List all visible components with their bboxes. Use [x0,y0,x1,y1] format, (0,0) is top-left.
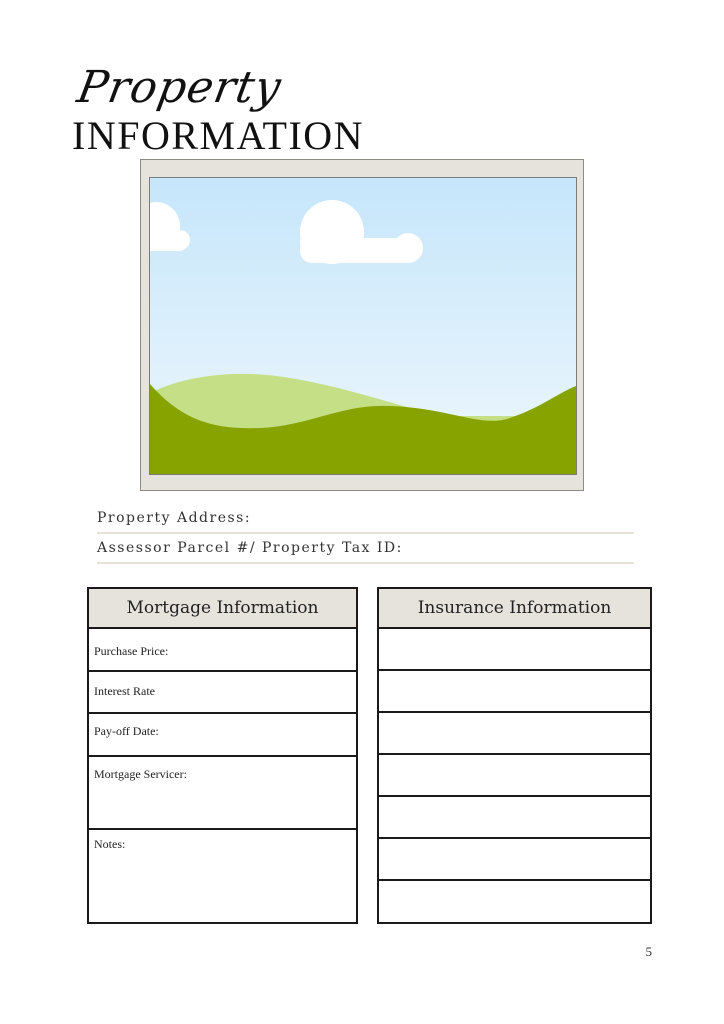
notes-row[interactable]: Notes: [94,837,126,851]
insurance-row-6[interactable] [379,839,650,881]
purchase-price-row[interactable]: Purchase Price: [89,629,356,672]
photo-frame [140,159,584,491]
page-number: 5 [645,944,652,959]
property-address-field[interactable]: Property Address: [97,510,634,534]
insurance-row-4[interactable] [379,755,650,797]
landscape-illustration [150,178,576,474]
insurance-row-1[interactable] [379,629,650,671]
script-title: Property [73,62,286,113]
mortgage-information-table [87,587,358,924]
insurance-row-3[interactable] [379,713,650,755]
insurance-row-7[interactable] [379,881,650,922]
insurance-information-table [377,587,652,924]
interest-rate-row[interactable]: Interest Rate [89,672,356,714]
mortgage-servicer-row[interactable]: Mortgage Servicer: [89,757,356,830]
insurance-row-5[interactable] [379,797,650,839]
landscape-image-placeholder[interactable] [149,177,577,475]
page-title: INFORMATION [72,113,365,158]
payoff-date-row[interactable]: Pay-off Date: [89,714,356,757]
parcel-id-field[interactable]: Assessor Parcel #/ Property Tax ID: [97,540,634,564]
insurance-information-header: Insurance Information [379,589,650,629]
insurance-row-2[interactable] [379,671,650,713]
mortgage-information-header: Mortgage Information [89,589,356,629]
